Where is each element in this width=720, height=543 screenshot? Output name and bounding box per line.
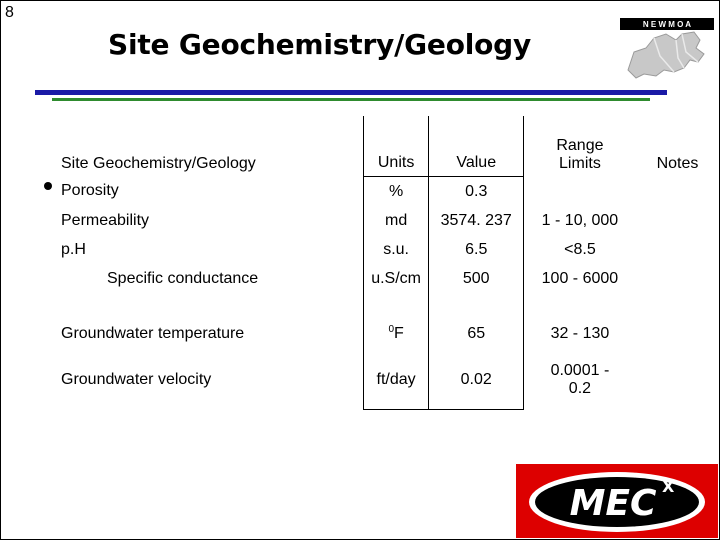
row-units [364, 293, 429, 351]
row-value: 0.02 [429, 351, 524, 410]
row-name: Porosity [61, 182, 119, 200]
header-range [524, 116, 636, 177]
row-units: ft/day [364, 351, 429, 410]
header-notes: Notes [656, 154, 699, 172]
row-value: 500 [429, 264, 524, 293]
row-notes [635, 206, 719, 235]
slide-title: Site Geochemistry/Geology [108, 28, 532, 61]
row-value: 6.5 [429, 235, 524, 264]
row-value: 3574. 237 [429, 206, 524, 235]
table-header-row [53, 116, 720, 177]
row-range: 100 - 6000 [541, 269, 619, 287]
mecx-sup-text: X [662, 477, 675, 496]
slide-number: 8 [5, 4, 14, 21]
row-notes [635, 177, 719, 207]
table-row [53, 293, 720, 351]
bullet-icon [44, 182, 52, 190]
mecx-text: MEC [569, 483, 657, 524]
row-name: p.H [61, 240, 86, 258]
row-range-line2: 0.2 [568, 380, 592, 398]
logo-newmoa-text: N E W M O A [642, 20, 692, 29]
row-name: Groundwater velocity [61, 371, 212, 389]
header-range-line2: Limits [559, 154, 601, 172]
row-notes [635, 264, 719, 293]
row-units: u.S/cm [364, 264, 429, 293]
row-notes [635, 293, 719, 351]
row-units: % [364, 177, 429, 207]
row-notes [635, 235, 719, 264]
header-range-line1: Range [556, 136, 604, 154]
row-value: 65 [429, 293, 524, 351]
table-row [53, 206, 720, 235]
row-name: Specific conductance [107, 269, 259, 287]
header-value: Value [429, 116, 524, 177]
row-range: <8.5 [564, 240, 596, 258]
header-units: Units [364, 116, 429, 177]
newmoa-logo [620, 12, 714, 82]
row-notes [635, 351, 719, 410]
row-range [524, 177, 636, 207]
mecx-logo [516, 464, 718, 538]
title-rule-green [52, 98, 650, 101]
table-row [53, 235, 720, 264]
row-name: Permeability [61, 211, 150, 229]
row-units-main: F [394, 325, 404, 342]
row-units: md [364, 206, 429, 235]
mecx-logo-icon [516, 464, 718, 538]
table-row [53, 351, 720, 410]
row-range [524, 351, 636, 410]
row-units-sup: 0 [388, 324, 394, 335]
title-rule-blue [35, 90, 667, 95]
geochemistry-table [53, 116, 720, 410]
row-value: 0.3 [429, 177, 524, 207]
row-units: s.u. [364, 235, 429, 264]
table-row [53, 177, 720, 207]
row-range: 32 - 130 [550, 325, 610, 342]
row-range-line1: 0.0001 - [550, 362, 610, 380]
header-name: Site Geochemistry/Geology [61, 154, 256, 172]
row-range: 1 - 10, 000 [541, 211, 619, 229]
newmoa-map-icon [620, 12, 714, 82]
row-name: Groundwater temperature [61, 325, 245, 342]
table-row [53, 264, 720, 293]
